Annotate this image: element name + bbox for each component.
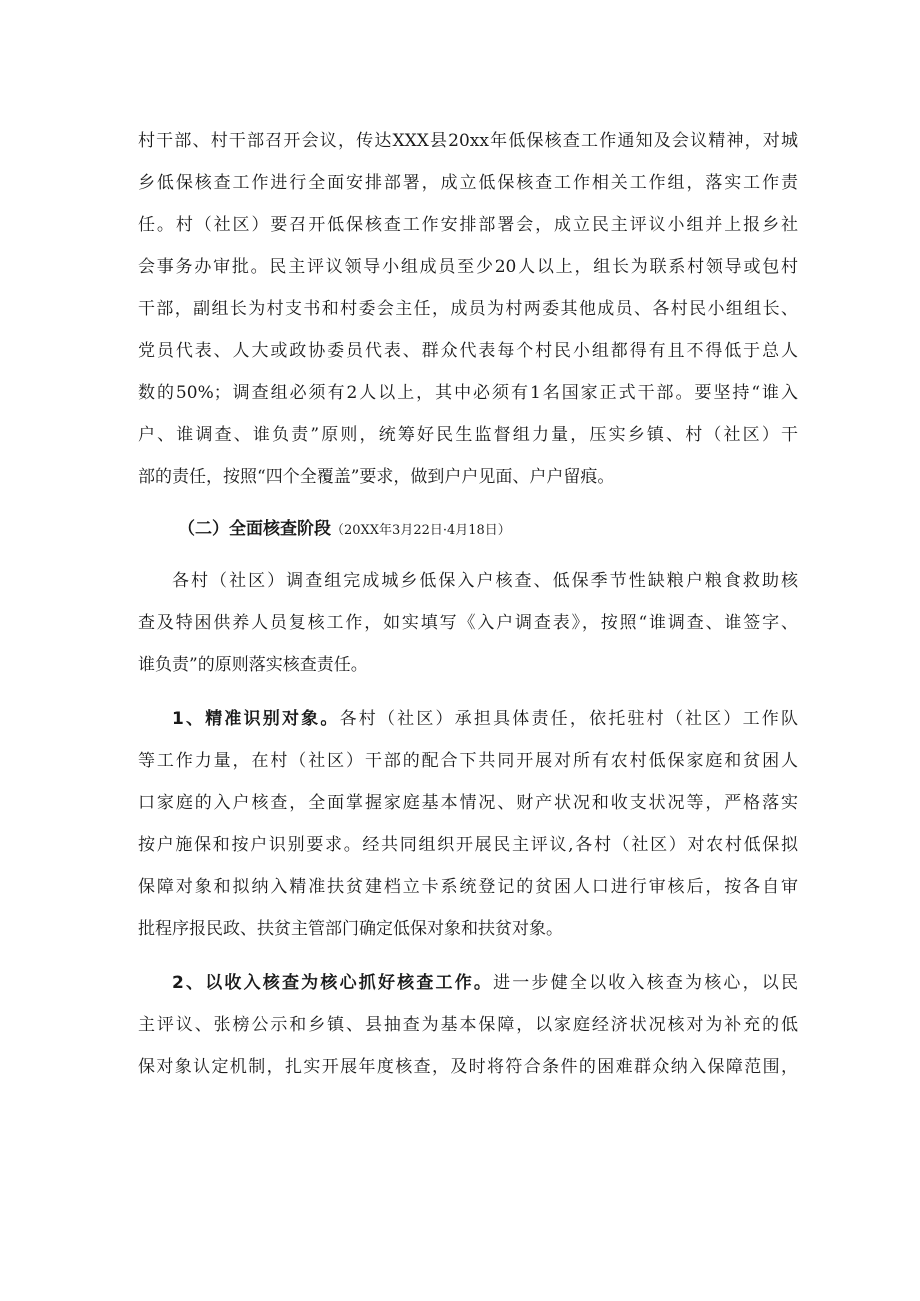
item1-line-5: 保障对象和拟纳入精准扶贫建档立卡系统登记的贫困人口进行审核后，按各自审 — [138, 877, 798, 897]
item2-line-1 — [172, 966, 798, 1000]
item1-line-6: 批程序报民政、扶贫主管部门确定低保对象和扶贫对象。 — [138, 919, 563, 939]
paragraph1-line-9: 部的责任，按照“四个全覆盖”要求，做到户户见面、户户留痕。 — [138, 467, 615, 487]
paragraph2-line-3: 谁负责”的原则落实核查责任。 — [138, 655, 368, 675]
item2-title: 2、以收入核查为核心抓好核查工作。 — [172, 973, 494, 993]
item1-line-2: 等工作力量，在村（社区）干部的配合下共同开展对所有农村低保家庭和贫困人 — [138, 751, 798, 771]
paragraph1-line-6: 党员代表、人大或政协委员代表、群众代表每个村民小组都得有且不得低于总人 — [138, 341, 798, 361]
item1-title: 1、精准识别对象。 — [172, 709, 340, 729]
paragraph2-line-1: 各村（社区）调查组完成城乡低保入户核查、低保季节性缺粮户粮食救助核 — [172, 571, 798, 591]
item2-line-3: 保对象认定机制，扎实开展年度核查，及时将符合条件的困难群众纳入保障范围， — [138, 1057, 798, 1077]
item1-line-3: 口家庭的入户核查，全面掌握家庭基本情况、财产状况和收支状况等，严格落实 — [138, 793, 798, 813]
section2-date-range: （20XX年3月22日·4月18日） — [331, 523, 511, 538]
section2-heading-line — [178, 512, 798, 546]
paragraph1-line-1: 村干部、村干部召开会议，传达XXX县20xx年低保核查工作通知及会议精神，对城 — [138, 131, 798, 151]
item1-line-1 — [172, 702, 798, 736]
paragraph1-line-8: 户、谁调查、谁负责”原则，统筹好民生监督组力量，压实乡镇、村（社区）干 — [138, 425, 798, 445]
paragraph1-line-5: 干部，副组长为村支书和村委会主任，成员为村两委其他成员、各村民小组组长、 — [138, 299, 798, 319]
paragraph1-line-2: 乡低保核查工作进行全面安排部署，成立低保核查工作相关工作组，落实工作责 — [138, 173, 798, 193]
paragraph2-line-2: 查及特困供养人员复核工作，如实填写《入户调查表》，按照“谁调查、谁签字、 — [138, 613, 798, 633]
item1-line-4: 按户施保和按户识别要求。经共同组织开展民主评议,各村（社区）对农村低保拟 — [138, 835, 798, 855]
paragraph1-line-4: 会事务办审批。民主评议领导小组成员至少20人以上，组长为联系村领导或包村 — [138, 257, 798, 277]
paragraph1-line-7: 数的50%；调查组必须有2人以上，其中必须有1名国家正式干部。要坚持“谁入 — [138, 383, 798, 403]
item1-text-1: 各村（社区）承担具体责任，依托驻村（社区）工作队 — [339, 709, 798, 729]
item2-text-1: 进一步健全以收入核查为核心，以民 — [493, 973, 799, 993]
item2-line-2: 主评议、张榜公示和乡镇、县抽查为基本保障，以家庭经济状况核对为补充的低 — [138, 1015, 798, 1035]
section2-heading: （二）全面核查阶段 — [178, 519, 331, 539]
paragraph1-line-3: 任。村（社区）要召开低保核查工作安排部署会，成立民主评议小组并上报乡社 — [138, 215, 798, 235]
